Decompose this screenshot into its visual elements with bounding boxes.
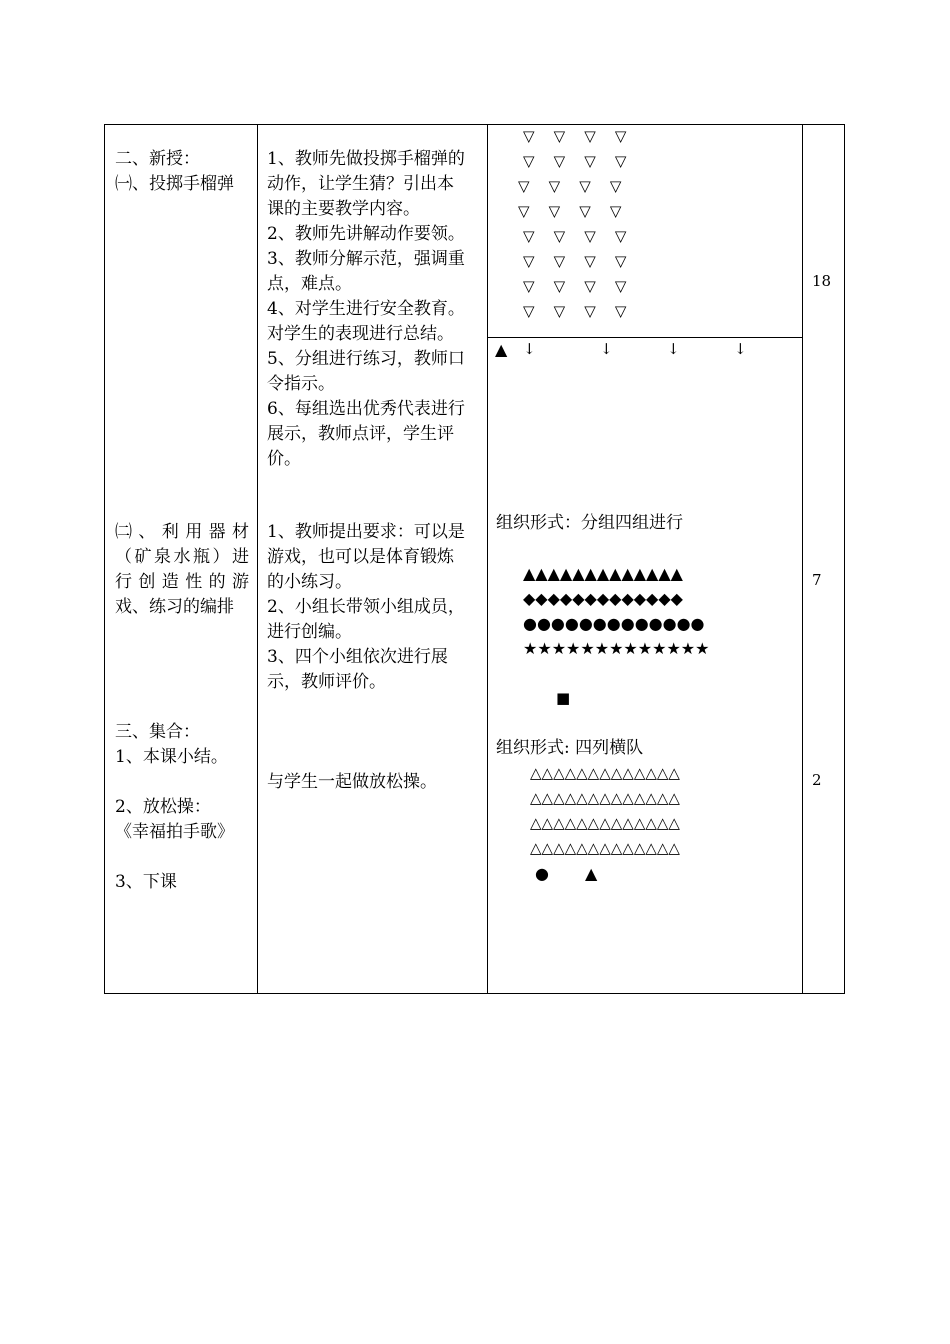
time-value: 7 [812, 571, 822, 589]
group-row-circles: ●●●●●●●●●●●●● [523, 614, 705, 633]
down-triangle-row: ▽ ▽ ▽ ▽ [523, 227, 627, 245]
down-triangle-row: ▽ ▽ ▽ ▽ [518, 202, 622, 220]
group-row-stars: ★★★★★★★★★★★★★ [523, 639, 710, 658]
teaching-step-line: 3、教师分解示范，强调重 [267, 249, 465, 269]
section2-item2-line: 戏、练习的编排 [115, 597, 234, 617]
teaching-step-line: 价。 [267, 449, 301, 469]
section3-item2: 2、放松操： [115, 797, 211, 817]
down-triangle-row: ▽ ▽ ▽ ▽ [523, 252, 627, 270]
section3-item2-song: 《幸福拍手歌》 [115, 822, 234, 842]
triangle-marker-icon: ▲ [585, 864, 598, 883]
teaching-step-line: 4、对学生进行安全教育。 [267, 299, 465, 319]
formation-row: △△△△△△△△△△△△△ [530, 789, 680, 807]
section2-title: 二、新授： [115, 149, 200, 169]
section3-item3: 3、下课 [115, 872, 177, 892]
group-row-diamonds: ◆◆◆◆◆◆◆◆◆◆◆◆◆ [523, 589, 683, 608]
formation-row: △△△△△△△△△△△△△ [530, 764, 680, 782]
down-triangle-row: ▽ ▽ ▽ ▽ [523, 152, 627, 170]
section2-item2-line: ㈡、利用器材 [115, 522, 249, 542]
teaching-step-line: 1、教师先做投掷手榴弹的 [267, 149, 465, 169]
down-arrow-icon: ↓ [734, 340, 747, 358]
section2-item1: ㈠、投掷手榴弹 [115, 174, 234, 194]
down-arrow-icon: ↓ [600, 340, 613, 358]
down-triangle-row: ▽ ▽ ▽ ▽ [523, 277, 627, 295]
teaching-step-line: 6、每组选出优秀代表进行 [267, 399, 465, 419]
teaching-step-line: 对学生的表现进行总结。 [267, 324, 454, 344]
creative-step-line: 进行创编。 [267, 622, 352, 642]
formation-row: △△△△△△△△△△△△△ [530, 839, 680, 857]
section3-item1: 1、本课小结。 [115, 747, 228, 767]
teaching-step-line: 2、教师先讲解动作要领。 [267, 224, 465, 244]
teacher-square-icon: ■ [556, 689, 571, 707]
down-triangle-row: ▽ ▽ ▽ ▽ [518, 177, 622, 195]
teacher-triangle-icon: ▲ [495, 340, 508, 359]
down-arrow-icon: ↓ [523, 340, 536, 358]
down-triangle-row: ▽ ▽ ▽ ▽ [523, 127, 627, 145]
creative-step-line: 2、小组长带领小组成员， [267, 597, 465, 617]
teaching-step-line: 点，难点。 [267, 274, 352, 294]
formation-row: △△△△△△△△△△△△△ [530, 814, 680, 832]
org-form-2: 组织形式: 四列横队 [496, 738, 644, 758]
down-arrow-icon: ↓ [667, 340, 680, 358]
section2-item2-line: 行创造性的游 [115, 572, 249, 592]
column-divider [802, 125, 803, 993]
creative-step-line: 游戏，也可以是体育锻炼 [267, 547, 454, 567]
org-form-1: 组织形式：分组四组进行 [496, 513, 683, 533]
section2-item2-line: （矿泉水瓶）进 [115, 547, 249, 567]
group-row-triangles: ▲▲▲▲▲▲▲▲▲▲▲▲▲ [523, 564, 683, 583]
column-divider [487, 125, 488, 993]
creative-step-line: 3、四个小组依次进行展 [267, 647, 448, 667]
teaching-step-line: 展示，教师点评，学生评 [267, 424, 454, 444]
teaching-step-line: 令指示。 [267, 374, 335, 394]
relax-activity: 与学生一起做放松操。 [267, 772, 437, 792]
time-value: 18 [812, 272, 832, 290]
teaching-step-line: 动作，让学生猜？引出本 [267, 174, 454, 194]
teaching-step-line: 课的主要教学内容。 [267, 199, 420, 219]
lesson-plan-table [104, 124, 845, 994]
creative-step-line: 示，教师评价。 [267, 672, 386, 692]
column-divider [257, 125, 258, 993]
section3-title: 三、集合： [115, 722, 200, 742]
creative-step-line: 1、教师提出要求：可以是 [267, 522, 465, 542]
down-triangle-row: ▽ ▽ ▽ ▽ [523, 302, 627, 320]
creative-step-line: 的小练习。 [267, 572, 352, 592]
time-value: 2 [812, 771, 822, 789]
teaching-step-line: 5、分组进行练习，教师口 [267, 349, 465, 369]
circle-marker-icon: ● [535, 864, 549, 883]
